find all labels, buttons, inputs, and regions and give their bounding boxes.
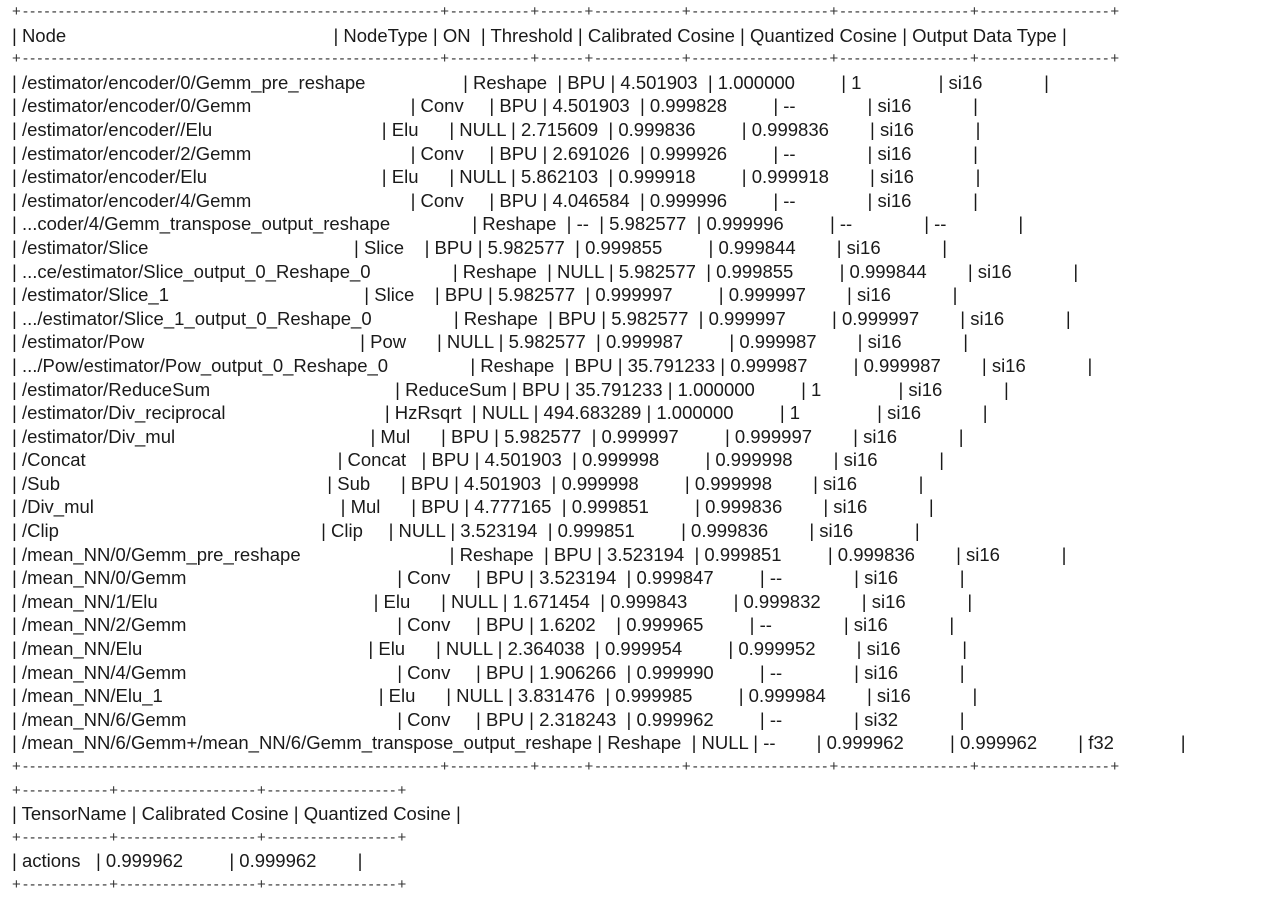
column-border: | xyxy=(963,331,969,353)
table-row-cell: | NULL xyxy=(446,685,508,707)
column-border: | xyxy=(959,708,965,730)
table-row-cell: | 0.999832 xyxy=(733,590,862,612)
table-row-cell: | 0.999962 xyxy=(95,850,230,872)
table-row-cell: | ...coder/4/Gemm_transpose_output_reshape xyxy=(12,213,473,235)
table-row xyxy=(12,661,1186,685)
table-row-cell: | 5.862103 xyxy=(511,166,609,188)
table-row-cell: | Elu xyxy=(378,685,447,707)
table-separator: +----------------------------------------------------------+-----------+------+------------+-------------------+------------------+------------------+ xyxy=(12,50,1122,68)
table-row xyxy=(12,708,1186,732)
table-row xyxy=(12,613,1186,637)
table-row-cell: | .../Pow/estimator/Pow_output_0_Reshape_0 xyxy=(12,354,471,376)
table-row-cell: | 4.501903 xyxy=(454,472,552,494)
table-row xyxy=(12,71,1186,95)
table-row-cell: | -- xyxy=(773,142,868,164)
table-row-cell: | si16 xyxy=(877,402,983,424)
table-row-cell: | si16 xyxy=(960,307,1066,329)
table-row-cell: | ReduceSum xyxy=(395,378,513,400)
table-row-cell: | si16 xyxy=(843,614,950,636)
table-row-cell: | si16 xyxy=(870,166,976,188)
table-row-cell: | BPU xyxy=(512,378,566,400)
column-border: | xyxy=(972,685,978,707)
column-border: | xyxy=(928,496,934,518)
table-row-cell: | NULL xyxy=(441,590,503,612)
table-row-cell: | BPU xyxy=(434,284,489,306)
table-row-cell: | 2.364038 xyxy=(497,638,596,660)
table-row-cell: | si16 xyxy=(898,378,1004,400)
table-row-cell: | f32 xyxy=(1078,732,1181,754)
table-row-cell: | /estimator/Pow xyxy=(12,331,361,353)
table-row-cell: | Elu xyxy=(368,638,436,660)
table-separator: +------------+-------------------+------------------+ xyxy=(12,781,409,799)
table-row xyxy=(12,354,1186,378)
table-row-cell: | 4.501903 xyxy=(610,71,708,93)
table-header xyxy=(12,24,1186,48)
table-row-cell: | si16 xyxy=(847,284,953,306)
table-row-cell: | si16 xyxy=(867,189,974,211)
table-separator: +----------------------------------------------------------+-----------+------+------------+-------------------+------------------+------------------+ xyxy=(12,3,1122,20)
column-border: | xyxy=(973,142,978,164)
table-row xyxy=(12,118,1186,142)
table-row-cell: | 0.999855 xyxy=(575,236,709,258)
table-row-cell: | si16 xyxy=(823,496,929,518)
table-row-cell: | NULL xyxy=(388,520,451,542)
table-row-cell: | BPU xyxy=(424,236,478,258)
table-row-cell: | 0.999962 xyxy=(626,708,760,730)
column-border: | xyxy=(455,803,461,825)
table-row-cell: | 1.000000 xyxy=(707,71,842,93)
table-row-cell: | Pow xyxy=(360,331,437,353)
column-border: | xyxy=(942,236,948,258)
table-row-cell: | si16 xyxy=(861,590,968,612)
table-row-cell: | Reshape xyxy=(453,307,549,329)
table-row-cell: | NULL xyxy=(436,331,499,353)
table-row-cell: | si16 xyxy=(981,354,1088,376)
table-row-cell: | 5.982577 xyxy=(488,284,586,306)
table-row-cell: | 0.999997 xyxy=(591,425,725,447)
table-row-cell: | -- xyxy=(753,732,817,754)
table-row-cell: | si16 xyxy=(867,142,974,164)
table-row-cell: | 1.000000 xyxy=(646,402,780,424)
table-row-cell: | -- xyxy=(749,614,844,636)
table-row-cell: | 0.999918 xyxy=(741,166,871,188)
table-row-cell: | Concat xyxy=(337,449,422,471)
table-header-cell: | Quantized Cosine xyxy=(740,24,903,46)
column-border: | xyxy=(967,590,973,612)
table-row-cell: | 1.6202 xyxy=(529,614,617,636)
table-row-cell: | si16 xyxy=(836,236,943,258)
table-row-cell: | 1 xyxy=(801,378,899,400)
table-row-cell: | 0.999987 xyxy=(729,331,858,353)
table-row-cell: | NULL xyxy=(449,166,512,188)
table-row-cell: | 0.999985 xyxy=(605,685,739,707)
table-row-cell: | 0.999836 xyxy=(681,520,810,542)
table-row-cell: | -- xyxy=(759,661,855,683)
table-row-cell: | /estimator/encoder/4/Gemm xyxy=(12,189,411,211)
table-row xyxy=(12,378,1186,402)
table-row-cell: | /estimator/Div_mul xyxy=(12,425,371,447)
table-row-cell: | 0.999965 xyxy=(616,614,750,636)
table-row xyxy=(12,425,1186,449)
table-header-cell: | NodeType xyxy=(333,24,433,46)
table-row xyxy=(12,849,1186,873)
table-row-cell: | si16 xyxy=(956,543,1062,565)
table-row-cell: | /mean_NN/6/Gemm+/mean_NN/6/Gemm_transpose_output_reshape xyxy=(12,732,598,754)
table-row-cell: | Reshape xyxy=(449,543,544,565)
table-row xyxy=(12,142,1186,166)
table-row-cell: | 0.999828 xyxy=(639,95,774,117)
column-border: | xyxy=(949,614,955,636)
table-row-cell: | 0.999998 xyxy=(551,472,685,494)
table-row xyxy=(12,543,1186,567)
column-border: | xyxy=(1044,71,1049,93)
column-border: | xyxy=(1065,307,1071,329)
table-row-cell: | Sub xyxy=(327,472,401,494)
column-border: | xyxy=(914,520,920,542)
table-row-cell: | Mul xyxy=(340,496,412,518)
table-row-cell: | 4.501903 xyxy=(542,95,640,117)
table-row-cell: | si16 xyxy=(813,472,919,494)
table-row-cell: | BPU xyxy=(400,472,455,494)
table-row xyxy=(12,731,1186,755)
column-border: | xyxy=(1061,24,1067,46)
table-row xyxy=(12,283,1186,307)
table-row-cell: | 1 xyxy=(841,71,939,93)
table-row-cell: | NULL xyxy=(547,260,609,282)
table-row-cell: | BPU xyxy=(489,189,543,211)
table-row-cell: | 4.501903 xyxy=(474,449,573,471)
table-row-cell: | 0.999847 xyxy=(626,567,760,589)
table-row-cell: | -- xyxy=(759,567,855,589)
table-row-cell: | /Clip xyxy=(12,520,322,542)
table-row-cell: | 5.982577 xyxy=(477,236,576,258)
table-row-cell: | /estimator/encoder/2/Gemm xyxy=(12,142,411,164)
table-row-cell: | Elu xyxy=(373,590,442,612)
table-row-cell: | Clip xyxy=(321,520,389,542)
column-border: | xyxy=(1004,378,1009,400)
column-border: | xyxy=(1180,732,1186,754)
table-row-cell: | si16 xyxy=(870,118,976,140)
table-row-cell: | Conv xyxy=(410,189,490,211)
table-row-cell: | Slice xyxy=(354,236,425,258)
table-row-cell: | /estimator/encoder/0/Gemm_pre_reshape xyxy=(12,71,464,93)
table-row-cell: | NULL xyxy=(435,638,498,660)
table-row-cell: | Conv xyxy=(397,708,477,730)
table-row-cell: | 494.683289 xyxy=(533,402,647,424)
table-row-cell: | 0.999851 xyxy=(694,543,828,565)
table-row-cell: | -- xyxy=(773,189,868,211)
table-header-cell: | TensorName xyxy=(12,803,132,825)
table-row-cell: | 0.999851 xyxy=(547,520,682,542)
table-row-cell: | 3.523194 xyxy=(450,520,548,542)
table-row-cell: | /mean_NN/2/Gemm xyxy=(12,614,398,636)
column-border: | xyxy=(975,166,981,188)
column-border: | xyxy=(982,402,988,424)
node-cosine-table xyxy=(12,0,1186,779)
table-row-cell: | 0.999836 xyxy=(827,543,957,565)
table-row-cell: | 0.999990 xyxy=(626,661,760,683)
table-row-cell: | /mean_NN/0/Gemm_pre_reshape xyxy=(12,543,450,565)
table-row-cell: | 0.999987 xyxy=(596,331,730,353)
table-row-cell: | 0.999836 xyxy=(695,496,824,518)
table-row-cell: | 0.999844 xyxy=(708,236,837,258)
table-row-cell: | 35.791233 xyxy=(565,378,668,400)
table-row-cell: | si16 xyxy=(854,661,960,683)
table-row-cell: | Mul xyxy=(370,425,442,447)
table-row-cell: | 0.999952 xyxy=(728,638,857,660)
table-row-cell: | 5.982577 xyxy=(494,425,592,447)
table-row-cell: | 2.318243 xyxy=(529,708,627,730)
table-row xyxy=(12,307,1186,331)
table-row-cell: | BPU xyxy=(441,425,495,447)
table-row-cell: | 0.999843 xyxy=(600,590,734,612)
table-row-cell: | 0.999997 xyxy=(832,307,961,329)
table-row-cell: | BPU xyxy=(476,708,530,730)
table-row-cell: | /estimator/encoder/0/Gemm xyxy=(12,95,411,117)
table-row-cell: | 0.999996 xyxy=(639,189,774,211)
table-row-cell: | /mean_NN/6/Gemm xyxy=(12,708,398,730)
table-row xyxy=(12,448,1186,472)
table-row-cell: | 0.999855 xyxy=(706,260,840,282)
table-row-cell: | -- xyxy=(924,213,1019,235)
table-row-cell: | si16 xyxy=(967,260,1074,282)
table-row-cell: | BPU xyxy=(476,661,530,683)
table-row-cell: | BPU xyxy=(489,95,543,117)
table-separator: +----------------------------------------------------------+-----------+------+------------+-------------------+------------------+------------------+ xyxy=(12,758,1122,775)
table-row-cell: | 1.671454 xyxy=(502,590,601,612)
table-row-cell: | 2.691026 xyxy=(542,142,640,164)
table-row-cell: | BPU xyxy=(564,354,618,376)
table-row-cell: | si16 xyxy=(833,449,940,471)
column-border: | xyxy=(1018,213,1024,235)
table-row-cell: | 0.999844 xyxy=(839,260,968,282)
table-row-cell: | si16 xyxy=(867,95,974,117)
column-border: | xyxy=(952,284,958,306)
table-row-cell: | si32 xyxy=(854,708,960,730)
table-row-cell: | 0.999987 xyxy=(853,354,982,376)
table-row-cell: | /mean_NN/1/Elu xyxy=(12,590,374,612)
table-row-cell: | 0.999998 xyxy=(572,449,706,471)
table-header-cell: | Calibrated Cosine xyxy=(577,24,741,46)
table-row xyxy=(12,495,1186,519)
table-row-cell: | 4.777165 xyxy=(464,496,562,518)
table-row-cell: | -- xyxy=(773,95,868,117)
table-row-cell: | BPU xyxy=(411,496,465,518)
table-row-cell: | 0.999997 xyxy=(724,425,854,447)
table-row-cell: | 0.999962 xyxy=(950,732,1079,754)
table-row-cell: | 3.523194 xyxy=(597,543,695,565)
table-row-cell: | Conv xyxy=(397,661,477,683)
table-row-cell: | si16 xyxy=(856,638,963,660)
table-row-cell: | 0.999996 xyxy=(696,213,830,235)
table-row-cell: | Conv xyxy=(397,567,477,589)
table-row-cell: | si16 xyxy=(857,331,964,353)
table-row-cell: | 0.999984 xyxy=(738,685,867,707)
table-row xyxy=(12,566,1186,590)
table-row-cell: | NULL xyxy=(449,118,512,140)
table-row xyxy=(12,212,1186,236)
column-border: | xyxy=(1073,260,1079,282)
table-row-cell: | NULL xyxy=(471,402,534,424)
table-row-cell: | Reshape xyxy=(470,354,565,376)
table-row-cell: | -- xyxy=(759,708,855,730)
table-separator: +------------+-------------------+------------------+ xyxy=(12,828,409,846)
table-row xyxy=(12,94,1186,118)
console-output xyxy=(12,0,1186,897)
table-row-cell: | 0.999962 xyxy=(229,850,358,872)
table-row xyxy=(12,165,1186,189)
table-row-cell: | /estimator/Div_reciprocal xyxy=(12,402,385,424)
table-header-cell: | Node xyxy=(12,24,334,46)
table-row-cell: | /Sub xyxy=(12,472,328,494)
column-border: | xyxy=(357,850,363,872)
table-row xyxy=(12,637,1186,661)
table-row-cell: | Reshape xyxy=(472,213,567,235)
table-row-cell: | 1.000000 xyxy=(667,378,802,400)
tensor-cosine-table xyxy=(12,779,1186,897)
table-row-cell: | 0.999998 xyxy=(684,472,814,494)
table-row-cell: | /mean_NN/Elu xyxy=(12,638,369,660)
table-row-cell: | si16 xyxy=(866,685,973,707)
table-header xyxy=(12,802,1186,826)
column-border: | xyxy=(1061,543,1067,565)
table-row-cell: | BPU xyxy=(476,614,530,636)
table-row-cell: | /estimator/Slice xyxy=(12,236,354,258)
table-row-cell: | si16 xyxy=(853,425,959,447)
table-row-cell: | /mean_NN/4/Gemm xyxy=(12,661,398,683)
table-row-cell: | Conv xyxy=(410,142,490,164)
column-border: | xyxy=(959,567,965,589)
table-row-cell: | /estimator/Slice_1 xyxy=(12,284,365,306)
column-border: | xyxy=(918,472,924,494)
table-row-cell: | 0.999997 xyxy=(585,284,719,306)
table-row-cell: | 0.999926 xyxy=(639,142,774,164)
column-border: | xyxy=(962,638,968,660)
table-row xyxy=(12,590,1186,614)
table-row-cell: | 3.523194 xyxy=(529,567,627,589)
table-header-cell: | Threshold xyxy=(480,24,578,46)
table-row-cell: | -- xyxy=(829,213,925,235)
table-row-cell: | /Concat xyxy=(12,449,338,471)
table-row-cell: | 0.999997 xyxy=(698,307,833,329)
table-row-cell: | Elu xyxy=(381,118,450,140)
table-row-cell: | ...ce/estimator/Slice_output_0_Reshape_0 xyxy=(12,260,453,282)
table-row xyxy=(12,472,1186,496)
table-row-cell: | HzRsqrt xyxy=(384,402,472,424)
column-border: | xyxy=(959,661,965,683)
table-separator: +------------+-------------------+------------------+ xyxy=(12,875,409,893)
table-row-cell: | 0.999954 xyxy=(595,638,729,660)
column-border: | xyxy=(958,425,964,447)
table-row-cell: | /mean_NN/Elu_1 xyxy=(12,685,379,707)
table-row-cell: | BPU xyxy=(543,543,598,565)
table-row-cell: | .../estimator/Slice_1_output_0_Reshape_0 xyxy=(12,307,454,329)
table-row-cell: | 35.791233 xyxy=(617,354,721,376)
table-header-cell: | Quantized Cosine xyxy=(293,803,456,825)
table-row-cell: | 0.999987 xyxy=(720,354,854,376)
table-header-cell: | Output Data Type xyxy=(902,24,1062,46)
table-row-cell: | 2.715609 xyxy=(511,118,609,140)
table-row-cell: | 1.906266 xyxy=(529,661,627,683)
table-row-cell: | 5.982577 xyxy=(498,331,597,353)
table-row-cell: | /estimator/encoder//Elu xyxy=(12,118,382,140)
table-row-cell: | actions xyxy=(12,850,96,872)
table-header-cell: | ON xyxy=(432,24,481,46)
table-row-cell: | BPU xyxy=(421,449,475,471)
table-row xyxy=(12,330,1186,354)
table-row-cell: | 5.982577 xyxy=(608,260,707,282)
table-row-cell: | /estimator/ReduceSum xyxy=(12,378,396,400)
table-row-cell: | si16 xyxy=(809,520,915,542)
table-row xyxy=(12,519,1186,543)
table-row-cell: | si16 xyxy=(938,71,1045,93)
table-row-cell: | 5.982577 xyxy=(601,307,699,329)
column-border: | xyxy=(1087,354,1093,376)
column-border: | xyxy=(975,118,981,140)
table-row-cell: | Elu xyxy=(381,166,450,188)
table-row-cell: | 0.999836 xyxy=(741,118,871,140)
table-row-cell: | /mean_NN/0/Gemm xyxy=(12,567,398,589)
table-row-cell: | si16 xyxy=(854,567,960,589)
table-header-cell: | Calibrated Cosine xyxy=(131,803,294,825)
table-row-cell: | Reshape xyxy=(452,260,548,282)
table-row-cell: | BPU xyxy=(489,142,543,164)
table-row-cell: | Conv xyxy=(410,95,490,117)
table-row-cell: | BPU xyxy=(557,71,611,93)
table-row-cell: | 0.999836 xyxy=(608,118,742,140)
column-border: | xyxy=(939,449,945,471)
table-row-cell: | /estimator/encoder/Elu xyxy=(12,166,382,188)
table-row-cell: | 0.999962 xyxy=(816,732,951,754)
table-row xyxy=(12,189,1186,213)
table-row-cell: | /Div_mul xyxy=(12,496,341,518)
table-row-cell: | -- xyxy=(566,213,600,235)
table-row-cell: | 0.999918 xyxy=(608,166,742,188)
table-row-cell: | Conv xyxy=(397,614,477,636)
table-row-cell: | Slice xyxy=(364,284,435,306)
column-border: | xyxy=(973,95,978,117)
table-row xyxy=(12,260,1186,284)
table-row xyxy=(12,236,1186,260)
table-row-cell: | BPU xyxy=(476,567,530,589)
table-row-cell: | NULL xyxy=(691,732,754,754)
table-row-cell: | 5.982577 xyxy=(599,213,697,235)
table-row xyxy=(12,684,1186,708)
table-row-cell: | BPU xyxy=(548,307,602,329)
table-row-cell: | Reshape xyxy=(463,71,558,93)
table-row-cell: | Reshape xyxy=(597,732,692,754)
table-row-cell: | 0.999997 xyxy=(718,284,848,306)
table-row-cell: | 3.831476 xyxy=(507,685,606,707)
table-row-cell: | 0.999998 xyxy=(705,449,834,471)
table-row-cell: | 4.046584 xyxy=(542,189,640,211)
table-row-cell: | 0.999851 xyxy=(561,496,696,518)
table-row xyxy=(12,401,1186,425)
column-border: | xyxy=(973,189,978,211)
table-row-cell: | 1 xyxy=(779,402,878,424)
